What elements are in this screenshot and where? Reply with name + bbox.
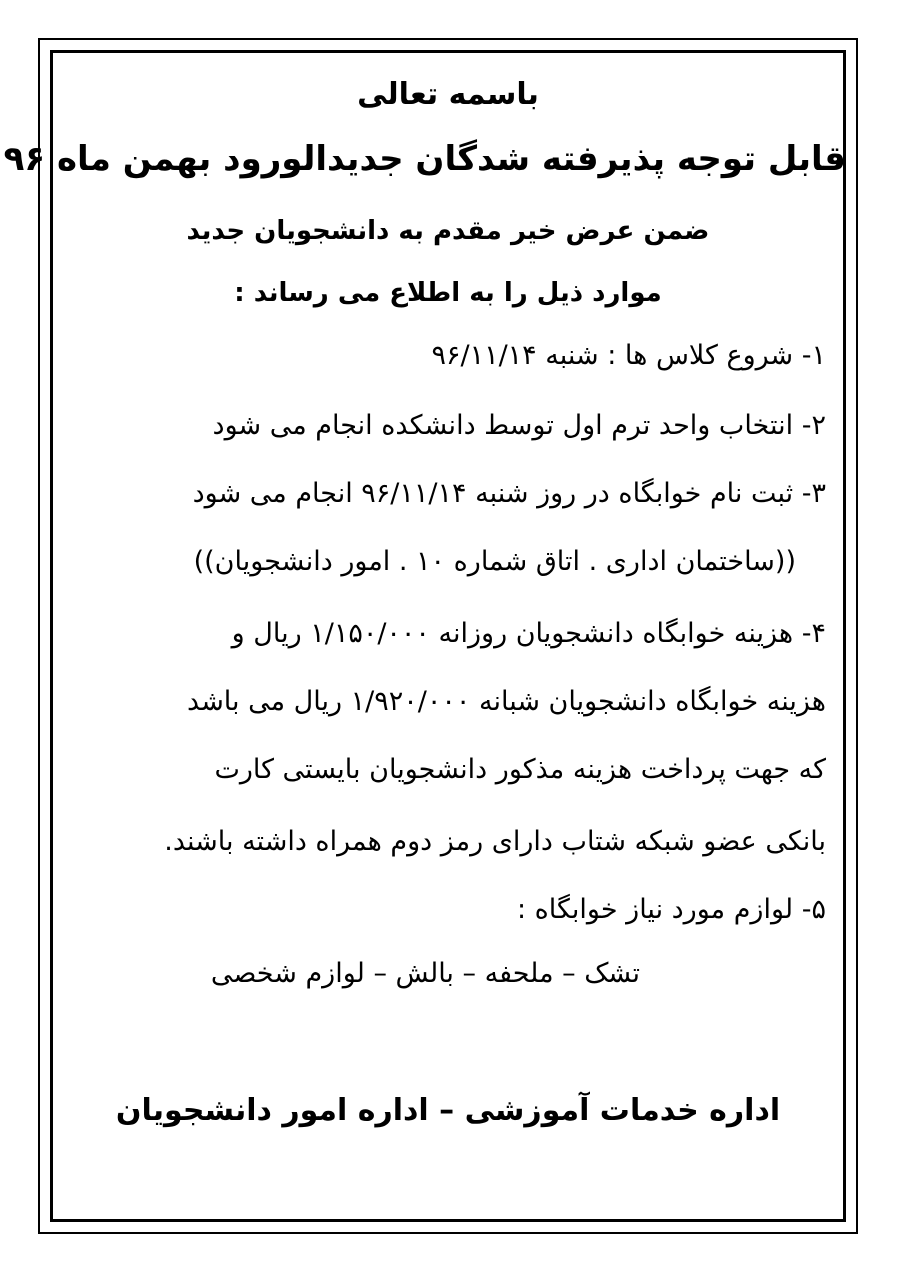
signature: اداره خدمات آموزشی – اداره امور دانشجویان [115,1093,781,1128]
item-dorm-fee-line-3: که جهت پرداخت هزینه مذکور دانشجویان بایستی کارت [214,754,826,785]
invocation-heading: باسمه تعالی [357,77,539,112]
item-course-selection: ۲- انتخاب واحد ترم اول توسط دانشکده انجام می شود [212,410,826,441]
greeting-line-1: ضمن عرض خیر مقدم به دانشجویان جدید [186,216,710,246]
item-dorm-registration-location: ((ساختمان اداری . اتاق شماره ۱۰ . امور دانشجویان)) [193,546,796,577]
item-class-start: ۱- شروع کلاس ها : شنبه ۹۶/۱۱/۱۴ [431,340,826,371]
item-dorm-fee-line-2: هزینه خوابگاه دانشجویان شبانه ۱/۹۲۰/۰۰۰ ریال می باشد [187,686,826,717]
item-dorm-fee-line-1: ۴- هزینه خوابگاه دانشجویان روزانه ۱/۱۵۰/۰۰۰ ریال و [231,618,826,649]
item-dorm-supplies: ۵- لوازم مورد نیاز خوابگاه : [516,894,826,925]
notice-document [3,50,846,1222]
item-dorm-fee-line-4: بانکی عضو شبکه شتاب دارای رمز دوم همراه داشته باشند. [164,826,826,857]
notice-title: قابل توجه پذیرفته شدگان جدیدالورود بهمن ماه ۹۶ [3,139,846,179]
supplies-list: تشک – ملحفه – بالش – لوازم شخصی [210,958,640,989]
item-dorm-registration: ۳- ثبت نام خوابگاه در روز شنبه ۹۶/۱۱/۱۴ انجام می شود [192,478,826,509]
greeting-line-2: موارد ذیل را به اطلاع می رساند : [234,278,662,308]
